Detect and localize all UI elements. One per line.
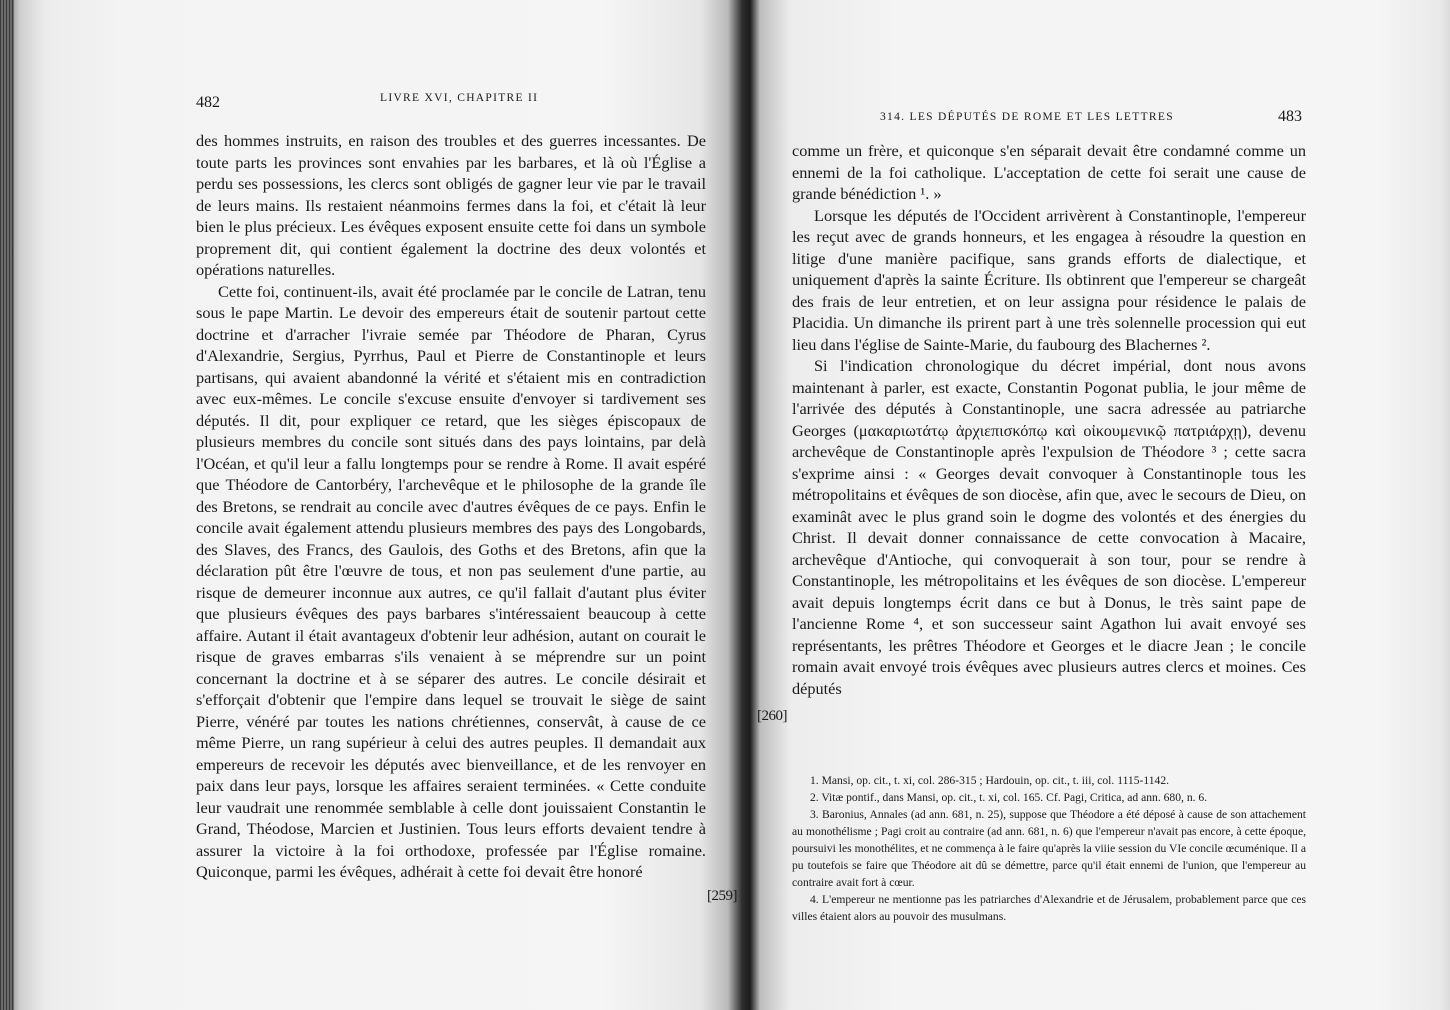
page-edges (0, 0, 14, 1010)
running-head: LIVRE XVI, CHAPITRE II (380, 92, 539, 104)
footnote: 1. Mansi, op. cit., t. xi, col. 286-315 ; Hardouin, op. cit., t. iii, col. 1115-1142. (810, 774, 1170, 787)
running-head: 314. LES DÉPUTÉS DE ROME ET LES LETTRES (880, 111, 1174, 123)
page-number: 483 (1278, 108, 1302, 125)
paragraph: comme un frère, et quiconque s'en séparait devait être condamné comme un ennemi de la foi catholique. L'acceptation de cette foi serait une cause de grande bénédiction ¹. » (792, 141, 1306, 203)
footnote: 4. L'empereur ne mentionne pas les patriarches d'Alexandrie et de Jérusalem, probablement parce que ces villes étaient alors au pouvoir des musulmans. (792, 893, 1306, 923)
paragraph: Si l'indication chronologique du décret impérial, dont nous avons maintenant à parler, est exacte, Constantin Pogonat publia, le jour même de l'arrivée des députés à Constantinople, une sacra adressée au patriarche Georges (μακαριωτάτῳ ἀρχιεπισκόπῳ καὶ οἰκουμενικῷ πατριάρχῃ), devenu archevêque de Constantinople après l'expulsion de Théodore ³ ; cette sacra s'exprime ainsi : « Georges devait convoquer à Constantinople tous les métropolitains et évêques de son diocèse, afin que, avec le secours de Dieu, on examinât avec le plus grand soin le dogme des volontés et des énergies du Christ. Il devait donner connaissance de cette convocation à Macaire, archevêque d'Antioche, qui convoquerait à son tour, pour se rendre à Constantinople, les métropolitains et les évêques de son diocèse. L'empereur avait depuis longtemps écrit dans ce but à Donus, le très saint pape de l'ancienne Rome ⁴, et son successeur saint Agathon lui avait envoyé ses représentants, les prêtres Théodore et Georges et le diacre Jean ; le concile romain avait envoyé trois évêques avec plusieurs autres clercs et moines. Ces députés (792, 356, 1306, 698)
footnote: 3. Baronius, Annales (ad ann. 681, n. 25), suppose que Théodore a été déposé à cause de son attachement au monothélisme ; Pagi croit au contraire (ad ann. 681, n. 6) que l'empereur n'avait pas encore, à cette époque, poursuivi les monothélites, et ne commença à le faire qu'après la viiie session du VIe concile œcuménique. Il a pu toutefois se faire que Théodore ait dû se démettre, parce qu'il était ennemi de l'union, que l'empereur au contraire avait fort à cœur. (792, 808, 1306, 889)
margin-page-marker: [259] (707, 888, 737, 904)
footnotes (792, 772, 1306, 925)
page-number: 482 (196, 94, 220, 111)
body-text (196, 130, 706, 883)
paragraph: Cette foi, continuent-ils, avait été proclamée par le concile de Latran, tenu sous le pape Martin. Le devoir des empereurs était de soutenir partout cette doctrine et d'arracher l'ivraie semée par Théodore de Pharan, Cyrus d'Alexandrie, Sergius, Pyrrhus, Paul et Pierre de Constantinople et leurs partisans, qui avaient abandonné la vérité et s'étaient mis en contradiction avec eux-mêmes. Le concile s'excuse ensuite d'envoyer si tardivement ses députés. Il dit, pour expliquer ce retard, que les sièges épiscopaux de plusieurs membres du concile sont situés dans des pays lointains, par delà l'Océan, et qu'il leur a fallu longtemps pour se rendre à Rome. Il avait espéré que Théodore de Cantorbéry, l'archevêque et le philosophe de la grande île des Bretons, se rendrait au concile avec d'autres évêques de ce pays. Enfin le concile avait également attendu plusieurs membres des pays des Longobards, des Slaves, des Francs, des Gaulois, des Goths et des Bretons, afin que la déclaration pût être l'œuvre de tous, et non pas seulement d'une partie, au risque de demeurer inconnue aux autres, ce qu'il fallait d'autant plus éviter que plusieurs évêques des pays barbares s'intéressaient beaucoup à cette affaire. Autant il était avantageux d'obtenir leur adhésion, autant on courait le risque de graves embarras s'ils venaient à se méprendre sur un point concernant la doctrine et à se séparer des autres. Le concile désirait et s'efforçait d'obtenir que l'empire dans lequel se trouvait le siège de saint Pierre, vénéré par toutes les nations chrétiennes, conservât, à cause de ce même Pierre, un rang supérieur à celui des autres peuples. Il demandait aux empereurs de recevoir les députés avec bienveillance, et de les renvoyer en paix dans leur pays, lorsque les affaires seraient terminées. « Cette conduite leur vaudrait une renommée semblable à celle dont jouissaient Constantin le Grand, Théodose, Marcien et Justinien. Tous leurs efforts devaient tendre à assurer la victoire à la foi orthodoxe, professée par l'Église romaine. Quiconque, parmi les évêques, adhérait à cette foi devait être honoré (196, 281, 706, 881)
paragraph: Lorsque les députés de l'Occident arrivèrent à Constantinople, l'empereur les reçut avec de grands honneurs, et les engagea à résoudre la question en litige d'une manière pacifique, sans grands efforts de dialectique, et uniquement d'après la sainte Écriture. Ils obtinrent que l'empereur se chargeât des frais de leur entretien, et on leur assigna pour résidence le palais de Placidia. Un dimanche ils prirent part à une très solennelle procession qui eut lieu dans l'église de Sainte-Marie, du faubourg des Blachernes ². (792, 205, 1306, 354)
margin-page-marker: [260] (757, 708, 787, 724)
footnote: 2. Vitæ pontif., dans Mansi, op. cit., t. xi, col. 165. Cf. Pagi, Critica, ad ann. 680, n. 6. (810, 791, 1208, 804)
body-text (792, 140, 1306, 699)
paragraph: des hommes instruits, en raison des troubles et des guerres incessantes. De toute parts les provinces sont envahies par les barbares, et là où l'Église a perdu ses possessions, les clercs sont obligés de gagner leur vie par le travail de leurs mains. Ils restaient néanmoins fermes dans la foi, et c'était là leur bien le plus précieux. Les évêques exposent ensuite cette foi dans un symbole proprement dit, qui contient également la doctrine des deux volontés et opérations naturelles. (196, 131, 706, 279)
